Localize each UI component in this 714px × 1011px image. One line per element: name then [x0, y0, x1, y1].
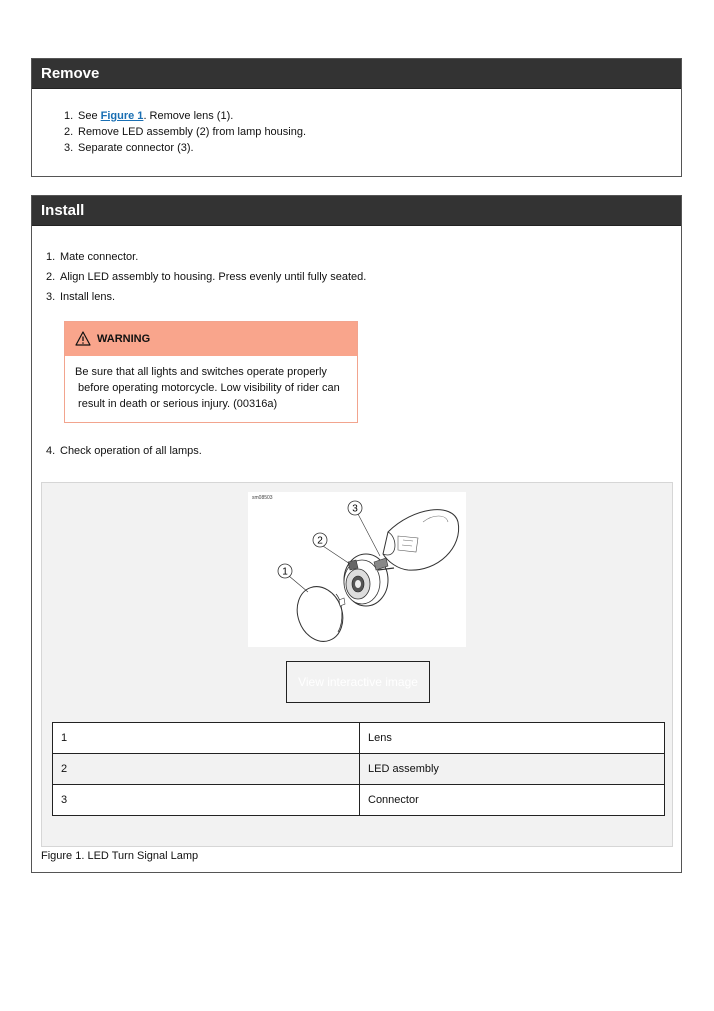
- install-step-4: [46, 441, 202, 461]
- install-section: [31, 195, 682, 873]
- warning-triangle-icon: [75, 331, 91, 346]
- remove-section: [31, 58, 682, 177]
- step-text: Align LED assembly to housing. Press evenly until fully seated.: [60, 271, 367, 283]
- remove-step-1: [64, 108, 306, 124]
- install-steps-list: [46, 247, 366, 307]
- lamp-drawing: [248, 492, 466, 647]
- step-text: See: [78, 110, 101, 122]
- step-number: 3.: [64, 142, 74, 154]
- lamp-exploded-diagram: [248, 492, 466, 647]
- svg-text:1: 1: [282, 566, 288, 578]
- legend-description: Lens: [360, 723, 665, 754]
- remove-steps-list: [64, 108, 306, 156]
- figure-container: [41, 482, 673, 847]
- step-number: 4.: [46, 445, 56, 457]
- callout-3: [348, 501, 362, 515]
- warning-line: before operating motorcycle. Low visibility of rider can: [75, 382, 340, 394]
- figure-1-link[interactable]: Figure 1: [100, 110, 144, 122]
- step-number: 2.: [64, 126, 74, 138]
- warning-line: Be sure that all lights and switches operate properly: [75, 366, 327, 378]
- install-step-2: [46, 267, 366, 287]
- table-row: [53, 723, 665, 754]
- warning-line: result in death or serious injury. (00316a): [75, 398, 278, 410]
- step-text: Check operation of all lamps.: [60, 445, 202, 457]
- step-text: Mate connector.: [60, 251, 139, 263]
- svg-text:2: 2: [317, 535, 323, 547]
- table-row: [53, 754, 665, 785]
- warning-box: [64, 321, 358, 423]
- warning-title: WARNING: [97, 333, 151, 345]
- install-section-title: Install: [32, 196, 681, 226]
- figure-legend-table: [52, 722, 665, 816]
- legend-description: Connector: [360, 785, 665, 816]
- install-step-3: [46, 287, 366, 307]
- table-row: [53, 785, 665, 816]
- legend-number: 3: [53, 785, 360, 816]
- legend-number: 1: [53, 723, 360, 754]
- remove-step-3: [64, 140, 306, 156]
- callout-2: [313, 533, 327, 547]
- svg-text:3: 3: [352, 503, 358, 515]
- view-interactive-image-button[interactable]: View interactive image: [286, 661, 430, 703]
- callout-1: [278, 564, 292, 578]
- step-number: 3.: [46, 291, 56, 303]
- step-text: Remove LED assembly (2) from lamp housing.: [78, 126, 307, 138]
- step-number: 1.: [46, 251, 56, 263]
- legend-number: 2: [53, 754, 360, 785]
- remove-section-title: Remove: [32, 59, 681, 89]
- step-text: Install lens.: [60, 291, 116, 303]
- legend-description: LED assembly: [360, 754, 665, 785]
- step-number: 1.: [64, 110, 74, 122]
- install-steps-list-continued: [46, 441, 202, 461]
- step-text: Separate connector (3).: [78, 142, 194, 154]
- step-number: 2.: [46, 271, 56, 283]
- step-text: . Remove lens (1).: [143, 110, 234, 122]
- warning-header: [65, 322, 357, 356]
- figure-image-id: sm08503: [252, 495, 273, 501]
- remove-step-2: [64, 124, 306, 140]
- install-step-1: [46, 247, 366, 267]
- figure-caption: Figure 1. LED Turn Signal Lamp: [41, 850, 199, 862]
- warning-body: [65, 356, 357, 412]
